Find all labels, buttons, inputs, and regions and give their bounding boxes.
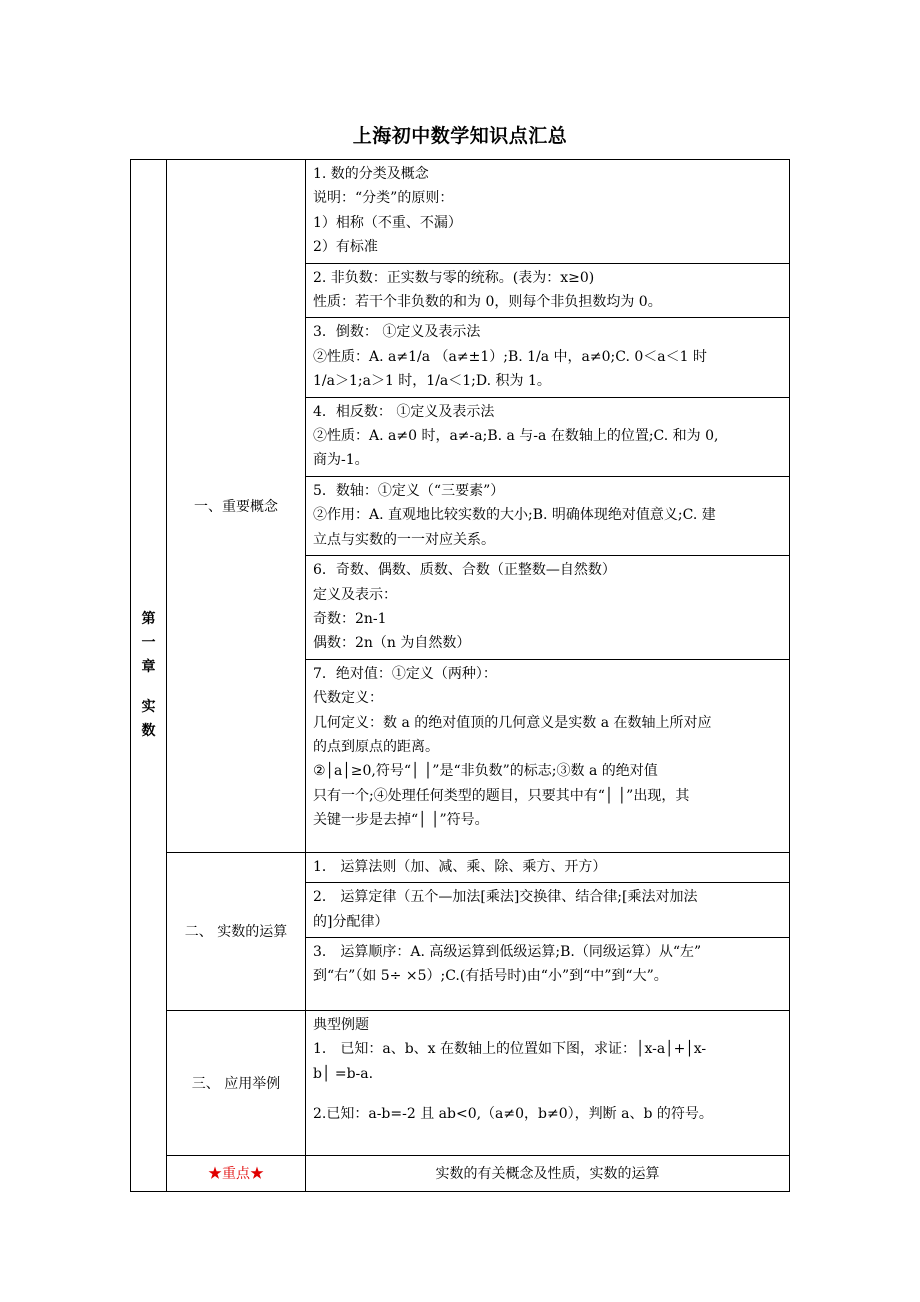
operation-cell — [306, 852, 790, 882]
text-line: ②作用：A. 直观地比较实数的大小;B. 明确体现绝对值意义;C. 建 — [313, 507, 716, 524]
text-line: 几何定义：数 a 的绝对值顶的几何意义是实数 a 在数轴上所对应 — [313, 714, 712, 731]
concept-cell — [306, 263, 790, 318]
chapter-char: 数 — [141, 723, 156, 740]
section-label-examples: 三、 应用举例 — [167, 1010, 306, 1155]
chapter-char: 章 — [141, 659, 156, 676]
section-label-concepts: 一、重要概念 — [167, 160, 306, 853]
text-line: 7．绝对值：①定义（两种）： — [313, 665, 497, 682]
text-line: 5．数轴：①定义（“三要素”） — [313, 482, 505, 499]
operation-cell — [306, 883, 790, 938]
concept-cell — [306, 397, 790, 476]
text-line: ②性质：A. a≠1/a （a≠±1）;B. 1/a 中，a≠0;C. 0＜a＜1 时 — [313, 348, 707, 365]
text-line: 2． 运算定律（五个—加法[乘法]交换律、结合律;[乘法对加法 — [313, 889, 698, 906]
section-label-operations: 二、 实数的运算 — [167, 852, 306, 1010]
text-line: 1/a＞1;a＞1 时，1/a＜1;D. 积为 1。 — [313, 373, 551, 390]
text-line: 4．相反数： ①定义及表示法 — [313, 403, 495, 420]
text-line: 关键一步是去掉“│ │”符号。 — [313, 812, 489, 829]
text-line: 2）有标准 — [313, 239, 378, 256]
text-line: 性质：若干个非负数的和为 0，则每个非负担数均为 0。 — [313, 294, 662, 311]
key-point-text: 实数的有关概念及性质，实数的运算 — [306, 1155, 790, 1191]
text-line: 定义及表示： — [313, 586, 397, 603]
table-row — [131, 1010, 790, 1155]
text-line: ②│a│≥0,符号“│ │”是“非负数”的标志;③数 a 的绝对值 — [313, 763, 658, 780]
text-line: 商为-1。 — [313, 452, 369, 469]
text-line: 1. 数的分类及概念 — [313, 166, 429, 182]
page-title: 上海初中数学知识点汇总 — [352, 125, 568, 147]
table-row — [131, 160, 790, 264]
table-row — [131, 1155, 790, 1191]
text-line: 的点到原点的距离。 — [313, 738, 439, 755]
text-line: 1）相称（不重、不漏） — [313, 214, 462, 231]
text-line: 说明：“分类”的原则： — [313, 190, 454, 207]
text-line: 2. 非负数：正实数与零的统称。(表为：x≥0) — [313, 269, 595, 286]
text-line: b│ =b-a. — [313, 1065, 374, 1082]
text-line: 3． 运算顺序：A. 高级运算到低级运算;B.（同级运算）从“左” — [313, 943, 702, 960]
text-line: 1． 已知：a、b、x 在数轴上的位置如下图，求证：│x-a│+│x- — [313, 1041, 707, 1058]
text-line: 到“右”（如 5÷ ×5）;C.(有括号时)由“小”到“中”到“大”。 — [313, 968, 668, 985]
text-line: 奇数：2n-1 — [313, 610, 387, 627]
concept-cell — [306, 476, 790, 555]
chapter-cell — [131, 160, 167, 1192]
concept-cell — [306, 659, 790, 852]
example-heading: 典型例题 — [313, 1016, 369, 1033]
text-line: 立点与实数的一一对应关系。 — [313, 531, 495, 548]
table-row — [131, 852, 790, 882]
text-line: 偶数：2n（n 为自然数） — [313, 635, 471, 652]
text-line: 2.已知：a-b=-2 且 ab<0,（a≠0，b≠0），判断 a、b 的符号。 — [313, 1106, 713, 1123]
concept-cell — [306, 556, 790, 660]
text-line: 3．倒数： ①定义及表示法 — [313, 324, 481, 341]
knowledge-table — [130, 159, 790, 1192]
text-line: 只有一个;④处理任何类型的题目，只要其中有“│ │”出现，其 — [313, 787, 690, 804]
text-line: 6．奇数、偶数、质数、合数（正整数—自然数） — [313, 562, 616, 579]
chapter-char: 实 — [141, 699, 156, 716]
chapter-char: 一 — [141, 635, 156, 652]
text-line: 代数定义： — [313, 690, 383, 707]
chapter-char: 第 — [141, 611, 156, 628]
concept-cell — [306, 318, 790, 397]
key-point-label: ★重点★ — [167, 1155, 306, 1191]
example-cell — [306, 1010, 790, 1155]
text-line: 的]分配律） — [313, 913, 389, 930]
concept-cell — [306, 160, 790, 264]
operation-cell — [306, 937, 790, 1010]
text-line: ②性质：A. a≠0 时，a≠-a;B. a 与-a 在数轴上的位置;C. 和为 0, — [313, 428, 719, 445]
text-line: 1． 运算法则（加、减、乘、除、乘方、开方） — [313, 858, 607, 875]
